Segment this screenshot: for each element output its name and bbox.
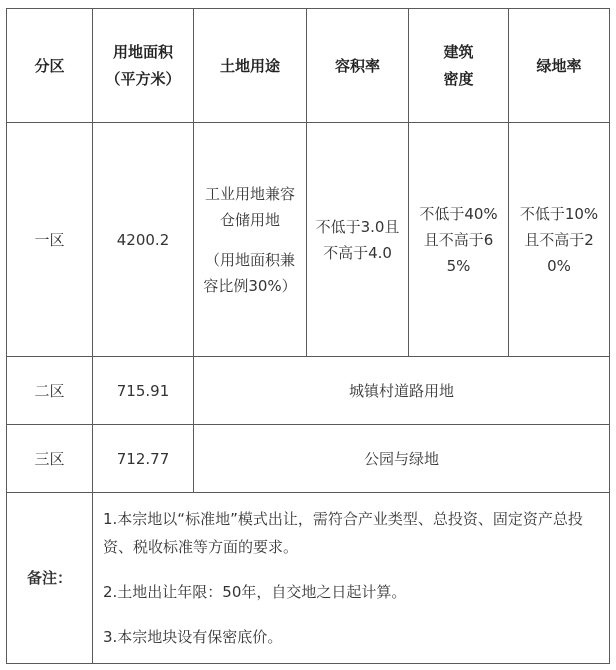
header-density: 建筑密度 — [409, 9, 509, 123]
remarks-content — [93, 493, 610, 664]
remark-item: 3.本宗地块设有保密底价。 — [103, 628, 283, 646]
table-row — [7, 123, 610, 357]
remarks-label: 备注： — [7, 493, 93, 664]
far-cell: 不低于3.0且不高于4.0 — [307, 123, 409, 357]
land-use-main: 工业用地兼容仓储用地 — [204, 184, 295, 229]
density-cell: 不低于40%且不高于65% — [409, 123, 509, 357]
header-far: 容积率 — [307, 9, 409, 123]
header-use: 土地用途 — [194, 9, 307, 123]
land-use-cell — [194, 123, 307, 357]
green-ratio-cell: 不低于10%且不高于20% — [509, 123, 610, 357]
header-row — [7, 9, 610, 123]
land-use-note: （用地面积兼容比例30%） — [203, 250, 297, 295]
zone-cell: 一区 — [7, 123, 93, 357]
remark-item: 2.土地出让年限：50年，自交地之日起计算。 — [103, 583, 407, 601]
remark-item: 1.本宗地以“标准地”模式出让，需符合产业类型、总投资、固定资产总投资、税收标准等方面的要求。 — [103, 510, 583, 556]
zone-cell: 三区 — [7, 425, 93, 493]
land-use-cell: 城镇村道路用地 — [194, 357, 610, 425]
header-green: 绿地率 — [509, 9, 610, 123]
remarks-row — [7, 493, 610, 664]
area-cell: 4200.2 — [93, 123, 194, 357]
land-parcel-table — [6, 8, 610, 664]
area-cell: 715.91 — [93, 357, 194, 425]
table-row — [7, 425, 610, 493]
area-cell: 712.77 — [93, 425, 194, 493]
header-area: 用地面积（平方米） — [93, 9, 194, 123]
land-use-cell: 公园与绿地 — [194, 425, 610, 493]
zone-cell: 二区 — [7, 357, 93, 425]
header-zone: 分区 — [7, 9, 93, 123]
table-row — [7, 357, 610, 425]
